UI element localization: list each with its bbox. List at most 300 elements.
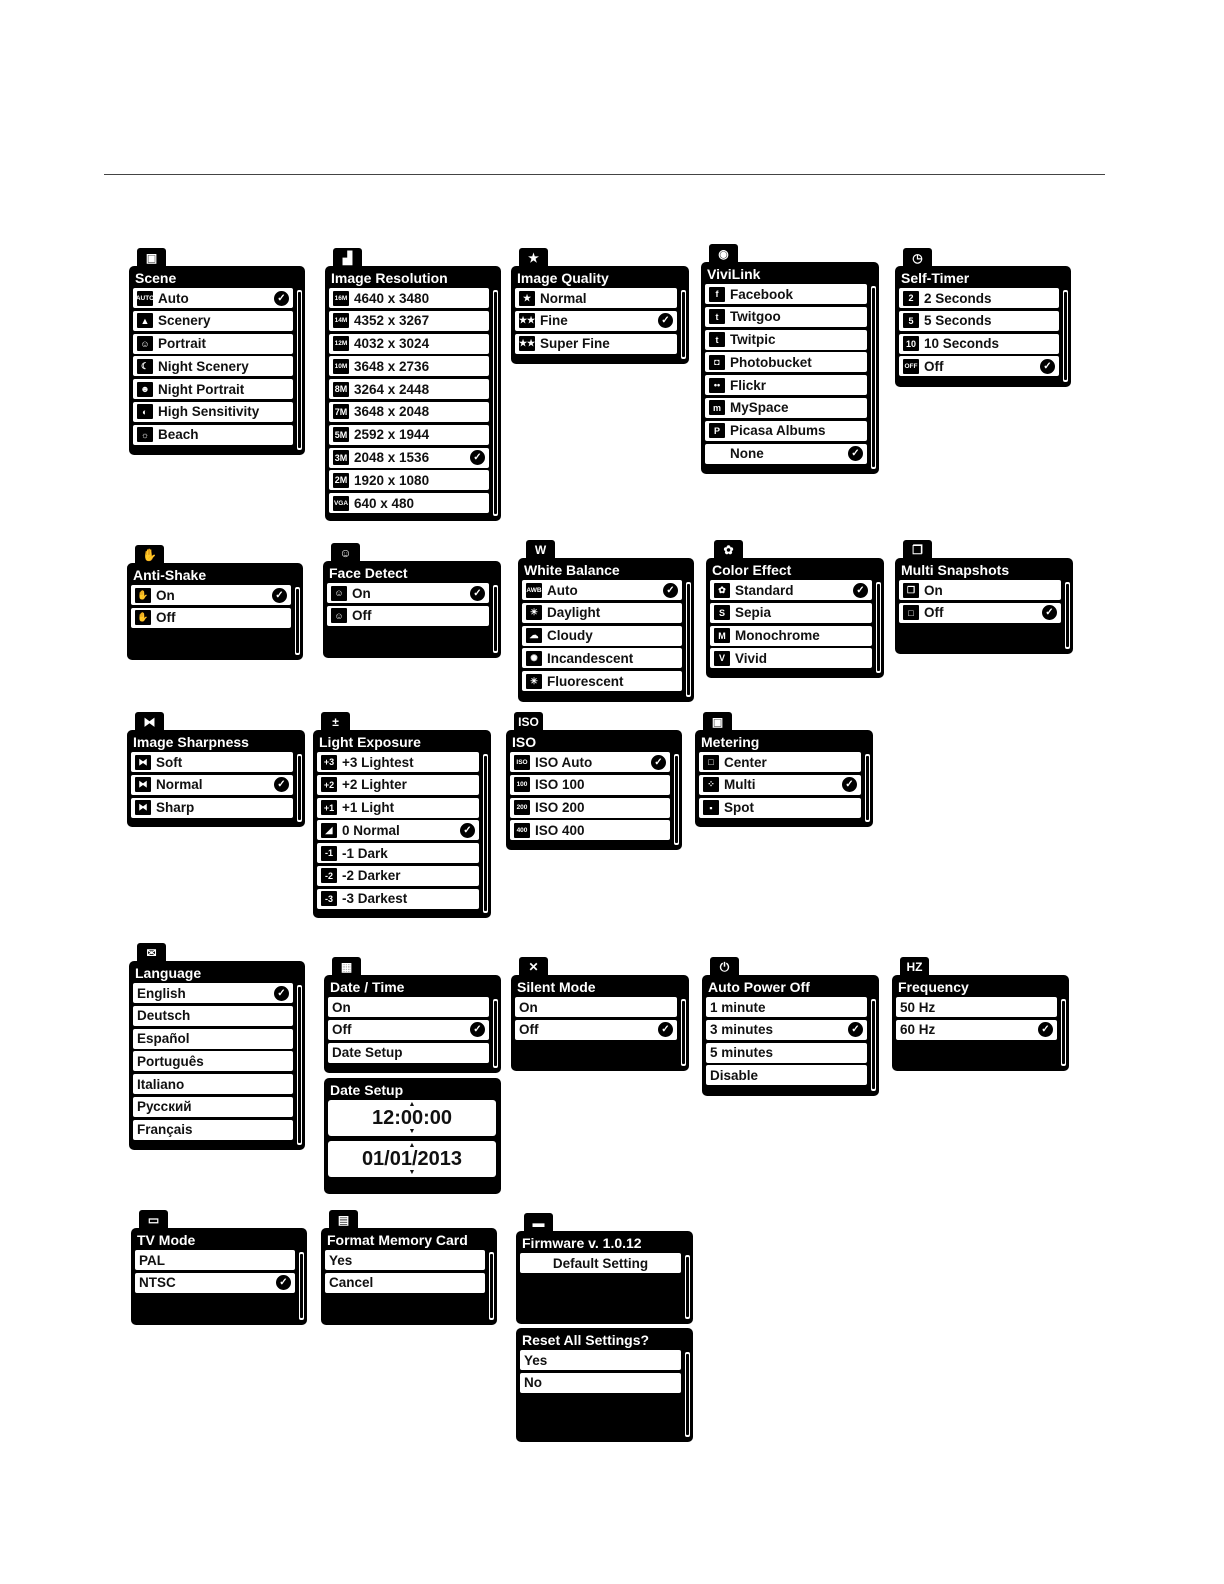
menu-tab-icon — [331, 543, 360, 563]
option-icon: ◐ — [137, 404, 153, 419]
option-label: Scenery — [158, 313, 211, 329]
menu-auto-power-off — [702, 957, 879, 1096]
menu-option[interactable] — [520, 1350, 681, 1370]
scrollbar[interactable] — [489, 1252, 494, 1320]
menu-option[interactable] — [133, 402, 293, 422]
option-label: Multi — [724, 777, 756, 793]
scrollbar[interactable] — [297, 290, 302, 450]
menu-option[interactable] — [329, 470, 489, 490]
option-label: 10 Seconds — [924, 336, 1000, 352]
menu-option[interactable] — [896, 1020, 1057, 1040]
option-label: On — [352, 585, 371, 601]
option-label: On — [519, 999, 538, 1015]
menu-option[interactable] — [899, 288, 1059, 308]
option-icon: t — [709, 332, 725, 347]
menu-option[interactable] — [522, 648, 682, 668]
option-label: 5 minutes — [710, 1045, 774, 1061]
tab-glyph-icon: ISO — [518, 715, 539, 729]
menu-option[interactable] — [705, 421, 867, 441]
menu-multi-snapshots — [895, 540, 1073, 654]
tab-glyph-icon: ▦ — [340, 960, 353, 974]
option-icon: ☁ — [526, 628, 542, 643]
menu-option[interactable] — [520, 1253, 681, 1273]
option-label: Incandescent — [547, 650, 634, 666]
option-icon: 14M — [333, 313, 349, 328]
menu-option[interactable] — [705, 307, 867, 327]
menu-option[interactable] — [135, 1273, 295, 1293]
option-icon: ◢ — [321, 823, 337, 838]
menu-option[interactable] — [325, 1250, 485, 1270]
menu-tv-mode — [131, 1210, 307, 1325]
scrollbar[interactable] — [297, 754, 302, 822]
tab-glyph-icon: ☺ — [339, 546, 352, 560]
scrollbar[interactable] — [493, 290, 498, 516]
menu-option[interactable] — [131, 608, 291, 628]
menu-light-exposure — [313, 712, 491, 918]
menu-option[interactable] — [329, 425, 489, 445]
checkmark-icon: ✓ — [663, 583, 678, 598]
menu-option[interactable] — [515, 1020, 677, 1040]
option-label: Night Scenery — [158, 358, 249, 374]
menu-scene — [129, 248, 305, 455]
menu-option[interactable] — [329, 288, 489, 308]
menu-option[interactable] — [317, 752, 479, 772]
menu-option[interactable] — [510, 752, 670, 772]
menu-option[interactable] — [329, 493, 489, 513]
menu-option[interactable] — [317, 889, 479, 909]
checkmark-icon: ✓ — [848, 1022, 863, 1037]
menu-option[interactable] — [710, 626, 872, 646]
option-label: 2048 x 1536 — [354, 450, 430, 466]
checkmark-icon: ✓ — [470, 586, 485, 601]
menu-panel — [892, 975, 1069, 1071]
menu-option[interactable] — [329, 379, 489, 399]
tab-glyph-icon: ▭ — [147, 1213, 160, 1227]
menu-tab-icon — [137, 943, 166, 963]
option-label: 50 Hz — [900, 999, 936, 1015]
menu-option[interactable] — [515, 288, 677, 308]
option-label: Off — [352, 608, 372, 624]
menu-silent-mode — [511, 957, 689, 1071]
menu-option[interactable] — [329, 334, 489, 354]
up-arrow-icon: ▲ — [408, 1101, 416, 1108]
option-icon: ⧓ — [135, 800, 151, 815]
option-icon: ⧓ — [135, 755, 151, 770]
menu-tab-icon — [524, 1213, 553, 1233]
option-label: ISO 100 — [535, 777, 585, 793]
menu-option[interactable] — [133, 983, 293, 1003]
option-label: 3 minutes — [710, 1022, 774, 1038]
option-label: Facebook — [730, 286, 794, 302]
option-icon: □ — [703, 755, 719, 770]
option-label: 5 Seconds — [924, 313, 992, 329]
option-label: +2 Lighter — [342, 777, 407, 793]
tab-glyph-icon: ✋ — [142, 548, 157, 562]
option-label: 1 minute — [710, 999, 766, 1015]
menu-title: Date Setup — [330, 1082, 404, 1098]
menu-option[interactable] — [329, 356, 489, 376]
menu-option[interactable] — [133, 356, 293, 376]
option-label: Picasa Albums — [730, 423, 826, 439]
tab-glyph-icon: ▤ — [337, 1213, 350, 1227]
menu-option[interactable] — [899, 580, 1061, 600]
menu-option[interactable] — [317, 775, 479, 795]
menu-option[interactable] — [522, 580, 682, 600]
time-setting[interactable] — [328, 1100, 496, 1136]
checkmark-icon: ✓ — [651, 755, 666, 770]
option-label: Off — [156, 610, 176, 626]
option-icon — [709, 446, 725, 461]
option-icon: S — [714, 605, 730, 620]
option-icon: ☀ — [526, 605, 542, 620]
option-label: -2 Darker — [342, 868, 401, 884]
menu-panel — [516, 1231, 693, 1324]
option-label: Auto — [158, 290, 189, 306]
option-label: Default Setting — [552, 1255, 649, 1271]
option-icon: 2M — [333, 473, 349, 488]
option-icon: ▲ — [137, 313, 153, 328]
checkmark-icon: ✓ — [470, 1022, 485, 1037]
option-icon: P — [709, 423, 725, 438]
scrollbar[interactable] — [685, 1255, 690, 1319]
menu-option[interactable] — [317, 798, 479, 818]
option-icon: 3M — [333, 450, 349, 465]
menu-option[interactable] — [705, 398, 867, 418]
tab-glyph-icon: ▣ — [711, 715, 724, 729]
menu-option[interactable] — [522, 671, 682, 691]
menu-option[interactable] — [135, 1250, 295, 1270]
option-label: 3648 x 2048 — [354, 404, 430, 420]
option-icon: ✿ — [714, 583, 730, 598]
menu-tab-icon — [135, 545, 164, 565]
option-label: -3 Darkest — [342, 891, 408, 907]
option-icon: ⁘ — [703, 777, 719, 792]
menu-title: TV Mode — [137, 1232, 196, 1248]
option-label: 1920 x 1080 — [354, 472, 430, 488]
menu-option[interactable] — [899, 603, 1061, 623]
option-label: Twitgoo — [730, 309, 781, 325]
menu-option[interactable] — [317, 843, 479, 863]
menu-panel — [129, 961, 305, 1150]
tab-glyph-icon: ✉ — [146, 946, 157, 960]
option-icon: AUTO — [137, 291, 153, 306]
tab-glyph-icon: ★ — [528, 251, 539, 265]
option-icon: OFF — [903, 359, 919, 374]
menu-face-detect — [323, 543, 501, 658]
menu-option[interactable] — [522, 626, 682, 646]
option-icon: -2 — [321, 868, 337, 883]
menu-option[interactable] — [131, 752, 293, 772]
option-label: ISO Auto — [535, 754, 593, 770]
option-label: 4032 x 3024 — [354, 336, 430, 352]
menu-option[interactable] — [899, 334, 1059, 354]
menu-option[interactable] — [705, 352, 867, 372]
menu-tab-icon — [714, 540, 743, 560]
menu-panel — [702, 975, 879, 1096]
option-icon: AWB — [526, 583, 542, 598]
checkmark-icon: ✓ — [272, 588, 287, 603]
option-label: Normal — [540, 290, 587, 306]
menu-tab-icon — [332, 957, 361, 977]
option-label: Yes — [329, 1252, 353, 1268]
menu-option[interactable] — [133, 288, 293, 308]
option-label: English — [137, 985, 186, 1001]
option-label: 0 Normal — [342, 822, 400, 838]
option-icon: 2 — [903, 291, 919, 306]
menu-title: Light Exposure — [319, 734, 421, 750]
option-label: Standard — [735, 582, 794, 598]
menu-date-time — [324, 957, 501, 1073]
menu-option[interactable] — [133, 334, 293, 354]
menu-option[interactable] — [133, 425, 293, 445]
option-label: Português — [137, 1053, 204, 1069]
scrollbar[interactable] — [493, 585, 498, 653]
option-icon: ★★ — [519, 313, 535, 328]
option-icon: ☾ — [137, 359, 153, 374]
scrollbar[interactable] — [681, 290, 686, 359]
menu-tab-icon — [333, 248, 362, 268]
menu-option[interactable] — [706, 1043, 867, 1063]
menu-option[interactable] — [515, 334, 677, 354]
menu-title: Silent Mode — [517, 979, 596, 995]
scrollbar[interactable] — [865, 754, 870, 822]
scrollbar[interactable] — [493, 999, 498, 1068]
menu-panel — [325, 266, 501, 521]
option-icon: f — [709, 287, 725, 302]
option-icon: ISO — [514, 755, 530, 770]
menu-option[interactable] — [327, 583, 489, 603]
menu-option[interactable] — [710, 580, 872, 600]
menu-option[interactable] — [699, 775, 861, 795]
menu-metering — [695, 712, 873, 827]
option-label: Yes — [524, 1352, 548, 1368]
checkmark-icon: ✓ — [658, 313, 673, 328]
menu-option[interactable] — [133, 1074, 293, 1094]
option-icon: ▪ — [703, 800, 719, 815]
menu-option[interactable] — [705, 330, 867, 350]
menu-option[interactable] — [131, 798, 293, 818]
menu-option[interactable] — [329, 311, 489, 331]
option-label: Off — [332, 1022, 352, 1038]
option-icon: ✋ — [135, 588, 151, 603]
option-label: +1 Light — [342, 800, 395, 816]
menu-tab-icon — [903, 248, 932, 268]
option-icon: ✋ — [135, 610, 151, 625]
menu-option[interactable] — [522, 603, 682, 623]
menu-tab-icon — [709, 244, 738, 264]
option-label: Off — [519, 1022, 539, 1038]
menu-option[interactable] — [699, 798, 861, 818]
tab-glyph-icon: ▬ — [532, 1216, 545, 1230]
menu-title: Scene — [135, 270, 177, 286]
menu-option[interactable] — [317, 820, 479, 840]
option-icon: ⧓ — [135, 777, 151, 792]
menu-panel — [506, 730, 682, 850]
option-label: Twitpic — [730, 332, 776, 348]
option-icon: -1 — [321, 846, 337, 861]
option-icon: ◘ — [709, 355, 725, 370]
option-label: 4640 x 3480 — [354, 290, 430, 306]
scrollbar[interactable] — [297, 985, 302, 1145]
tab-glyph-icon: W — [534, 543, 547, 557]
option-label: 60 Hz — [900, 1022, 936, 1038]
checkmark-icon: ✓ — [274, 986, 289, 1001]
menu-option[interactable] — [328, 1043, 489, 1063]
menu-option[interactable] — [705, 444, 867, 464]
menu-option[interactable] — [133, 311, 293, 331]
option-icon: M — [714, 628, 730, 643]
checkmark-icon: ✓ — [1040, 359, 1055, 374]
option-label: Sepia — [735, 605, 772, 621]
menu-panel — [129, 266, 305, 455]
scrollbar[interactable] — [483, 754, 488, 913]
menu-option[interactable] — [133, 1006, 293, 1026]
option-label: Portrait — [158, 336, 207, 352]
scrollbar[interactable] — [295, 587, 300, 655]
menu-option[interactable] — [329, 402, 489, 422]
option-icon: 8M — [333, 382, 349, 397]
option-icon: 100 — [514, 777, 530, 792]
menu-option[interactable] — [131, 585, 291, 605]
option-icon: 400 — [514, 823, 530, 838]
menu-option[interactable] — [510, 820, 670, 840]
menu-option[interactable] — [510, 798, 670, 818]
menu-format-memory-card — [321, 1210, 497, 1325]
menu-tab-icon — [321, 712, 350, 732]
menu-title: Language — [135, 965, 202, 981]
menu-panel — [518, 558, 694, 702]
menu-option[interactable] — [133, 379, 293, 399]
menu-option[interactable] — [317, 866, 479, 886]
tab-glyph-icon: ⧓ — [143, 715, 156, 729]
option-label: Español — [137, 1031, 190, 1047]
menu-option[interactable] — [705, 284, 867, 304]
option-label: No — [524, 1375, 542, 1391]
tab-glyph-icon: ◷ — [912, 251, 923, 265]
menu-title: ISO — [512, 734, 537, 750]
menu-option[interactable] — [131, 775, 293, 795]
scrollbar[interactable] — [674, 754, 679, 845]
menu-option[interactable] — [133, 1097, 293, 1117]
menu-option[interactable] — [133, 1029, 293, 1049]
option-icon: t — [709, 309, 725, 324]
option-label: Daylight — [547, 605, 601, 621]
option-icon: ☺ — [331, 586, 347, 601]
menu-title: Color Effect — [712, 562, 792, 578]
menu-image-sharpness — [127, 712, 305, 827]
menu-option[interactable] — [510, 775, 670, 795]
menu-anti-shake — [127, 545, 303, 660]
menu-option[interactable] — [899, 356, 1059, 376]
option-label: Auto — [547, 582, 578, 598]
menu-language — [129, 943, 305, 1150]
option-icon: +3 — [321, 755, 337, 770]
menu-option[interactable] — [515, 311, 677, 331]
menu-image-quality — [511, 248, 689, 364]
menu-option[interactable] — [328, 997, 489, 1017]
option-label: Normal — [156, 777, 203, 793]
scrollbar[interactable] — [685, 1352, 690, 1437]
tab-glyph-icon: ▟ — [342, 251, 353, 265]
scrollbar[interactable] — [299, 1252, 304, 1320]
menu-option[interactable] — [706, 1065, 867, 1085]
menu-option[interactable] — [899, 311, 1059, 331]
option-icon: ★ — [519, 291, 535, 306]
option-label: Off — [924, 358, 944, 374]
menu-option[interactable] — [515, 997, 677, 1017]
menu-option[interactable] — [699, 752, 861, 772]
scrollbar[interactable] — [871, 286, 876, 469]
option-label: None — [730, 446, 764, 462]
scrollbar[interactable] — [1065, 582, 1070, 649]
menu-option[interactable] — [329, 448, 489, 468]
option-label: 2 Seconds — [924, 290, 992, 306]
menu-option[interactable] — [896, 997, 1057, 1017]
menu-option[interactable] — [328, 1020, 489, 1040]
option-label: 2592 x 1944 — [354, 427, 430, 443]
option-label: Soft — [156, 754, 183, 770]
menu-title: Metering — [701, 734, 760, 750]
menu-option[interactable] — [327, 606, 489, 626]
menu-option[interactable] — [325, 1273, 485, 1293]
menu-panel — [511, 975, 689, 1071]
down-arrow-icon: ▼ — [408, 1128, 416, 1135]
header-rule — [104, 174, 1105, 175]
menu-option[interactable] — [133, 1120, 293, 1140]
option-label: Deutsch — [137, 1008, 191, 1024]
tab-glyph-icon: ✿ — [723, 543, 734, 557]
scrollbar[interactable] — [876, 582, 881, 673]
option-icon: 10 — [903, 336, 919, 351]
menu-tab-icon — [710, 957, 739, 977]
menu-option[interactable] — [710, 648, 872, 668]
menu-date-setup — [324, 1078, 501, 1194]
menu-option[interactable] — [706, 1020, 867, 1040]
menu-panel — [895, 558, 1073, 654]
option-label: Center — [724, 754, 767, 770]
menu-firmware — [516, 1213, 693, 1324]
menu-title: White Balance — [524, 562, 620, 578]
option-icon: 12M — [333, 336, 349, 351]
scrollbar[interactable] — [681, 999, 686, 1066]
scrollbar[interactable] — [1063, 290, 1068, 382]
checkmark-icon: ✓ — [470, 450, 485, 465]
option-label: NTSC — [139, 1275, 176, 1291]
time-value: 12:00:00 — [371, 1107, 453, 1129]
menu-panel — [511, 266, 689, 364]
scrollbar[interactable] — [1061, 999, 1066, 1066]
date-setting[interactable] — [328, 1141, 496, 1177]
option-icon: ✺ — [526, 651, 542, 666]
menu-title: Image Sharpness — [133, 734, 249, 750]
menu-option[interactable] — [705, 375, 867, 395]
option-label: Beach — [158, 427, 199, 443]
menu-title: Anti-Shake — [133, 567, 207, 583]
menu-tab-icon — [137, 248, 166, 268]
scrollbar[interactable] — [686, 582, 691, 697]
menu-option[interactable] — [133, 1051, 293, 1071]
option-label: PAL — [139, 1252, 165, 1268]
option-icon: +2 — [321, 777, 337, 792]
menu-tab-icon — [900, 957, 929, 977]
menu-option[interactable] — [520, 1373, 681, 1393]
menu-option[interactable] — [706, 997, 867, 1017]
down-arrow-icon: ▼ — [408, 1169, 416, 1176]
menu-tab-icon — [526, 540, 555, 560]
scrollbar[interactable] — [871, 999, 876, 1091]
menu-option[interactable] — [710, 603, 872, 623]
menu-title: Multi Snapshots — [901, 562, 1010, 578]
